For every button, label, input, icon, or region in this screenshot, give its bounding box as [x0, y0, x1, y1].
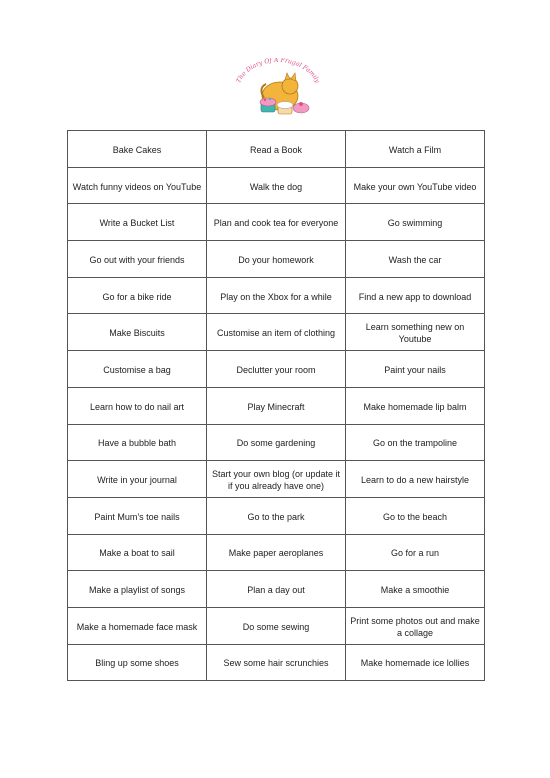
cat-with-cakes-logo — [228, 58, 328, 124]
table-row — [68, 314, 485, 351]
activity-cell: Make a playlist of songs — [68, 571, 207, 608]
table-row — [68, 167, 485, 204]
activity-cell: Plan a day out — [207, 571, 346, 608]
activity-cell: Make homemade lip balm — [346, 387, 485, 424]
table-row — [68, 131, 485, 168]
activity-cell: Go swimming — [346, 204, 485, 241]
table-row — [68, 241, 485, 278]
table-row — [68, 204, 485, 241]
activity-cell: Find a new app to download — [346, 277, 485, 314]
activity-cell: Learn something new on Youtube — [346, 314, 485, 351]
activity-cell: Have a bubble bath — [68, 424, 207, 461]
activity-cell: Do your homework — [207, 241, 346, 278]
activity-cell: Make a homemade face mask — [68, 607, 207, 644]
activity-cell: Go to the beach — [346, 497, 485, 534]
activity-cell: Paint your nails — [346, 351, 485, 388]
logo-lettering-path: The Diary Of A Frugal Family — [235, 58, 321, 85]
activity-cell: Customise an item of clothing — [207, 314, 346, 351]
activity-cell: Make a boat to sail — [68, 534, 207, 571]
table-row — [68, 534, 485, 571]
activity-cell: Paint Mum’s toe nails — [68, 497, 207, 534]
activity-cell: Walk the dog — [207, 167, 346, 204]
activity-cell: Make Biscuits — [68, 314, 207, 351]
activity-cell: Bling up some shoes — [68, 644, 207, 681]
activity-cell: Watch funny videos on YouTube — [68, 167, 207, 204]
activity-cell: Make homemade ice lollies — [346, 644, 485, 681]
table-row — [68, 607, 485, 644]
activity-cell: Learn how to do nail art — [68, 387, 207, 424]
activity-cell: Write a Bucket List — [68, 204, 207, 241]
activity-cell: Watch a Film — [346, 131, 485, 168]
activity-cell: Bake Cakes — [68, 131, 207, 168]
activity-cell: Make your own YouTube video — [346, 167, 485, 204]
cat-with-cakes-icon — [228, 58, 328, 124]
activity-cell: Print some photos out and make a collage — [346, 607, 485, 644]
activities-table — [67, 130, 485, 681]
activity-cell: Read a Book — [207, 131, 346, 168]
table-row — [68, 351, 485, 388]
activity-cell: Wash the car — [346, 241, 485, 278]
activity-cell: Declutter your room — [207, 351, 346, 388]
activity-cell: Make a smoothie — [346, 571, 485, 608]
activity-cell: Learn to do a new hairstyle — [346, 461, 485, 498]
activity-cell: Plan and cook tea for everyone — [207, 204, 346, 241]
table-row — [68, 424, 485, 461]
activity-cell: Go on the trampoline — [346, 424, 485, 461]
activity-cell: Go for a run — [346, 534, 485, 571]
table-row — [68, 277, 485, 314]
activity-cell: Write in your journal — [68, 461, 207, 498]
table-row — [68, 644, 485, 681]
table-row — [68, 571, 485, 608]
activity-cell: Go to the park — [207, 497, 346, 534]
table-row — [68, 461, 485, 498]
table-row — [68, 387, 485, 424]
activity-cell: Customise a bag — [68, 351, 207, 388]
logo-lettering — [235, 58, 321, 85]
activity-cell: Play on the Xbox for a while — [207, 277, 346, 314]
activity-cell: Do some sewing — [207, 607, 346, 644]
activity-cell: Go for a bike ride — [68, 277, 207, 314]
table-row — [68, 497, 485, 534]
activity-cell: Go out with your friends — [68, 241, 207, 278]
activity-cell: Do some gardening — [207, 424, 346, 461]
activity-cell: Play Minecraft — [207, 387, 346, 424]
activity-cell: Start your own blog (or update it if you already have one) — [207, 461, 346, 498]
activity-cell: Sew some hair scrunchies — [207, 644, 346, 681]
activity-cell: Make paper aeroplanes — [207, 534, 346, 571]
